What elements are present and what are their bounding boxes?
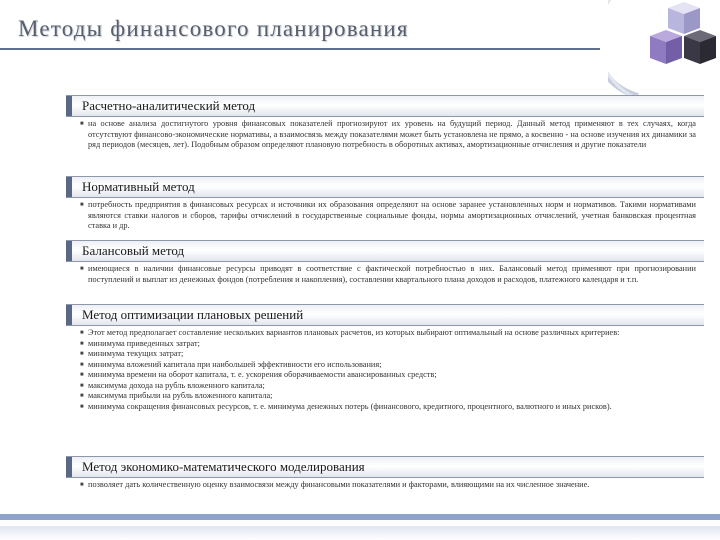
list-item: ■ имеющиеся в наличии финансовые ресурсы приводят в соответствие с фактической потребностью в них. Балансовый метод применяют при прогнозировании поступлений и выплат из денежных фондов (потребления и накопления), составлении квартального плана доходов и расходов, платежного календаря и т.п. [80, 264, 696, 285]
list-item: ■ минимума сокращения финансовых ресурсов, т. е. минимума денежных потерь (финансового, кредитного, процентного, валютного и иных рисков). [80, 402, 696, 413]
section-heading: Нормативный метод [66, 176, 704, 198]
section-body [66, 478, 704, 491]
list-item: ■ минимума времени на оборот капитала, т. е. ускорения оборачиваемости авансированных средств; [80, 370, 696, 381]
title-divider [0, 48, 600, 64]
section-heading: Балансовый метод [66, 240, 704, 262]
list-item: ■ минимума приведенных затрат; [80, 339, 696, 350]
list-item: ■ Этот метод предполагает составление нескольких вариантов плановых расчетов, из которых выбирают оптимальный на основе различных критериев: [80, 328, 696, 339]
list-item: ■ минимума текущих затрат; [80, 349, 696, 360]
section-heading: Метод оптимизации плановых решений [66, 304, 704, 326]
section-body [66, 262, 704, 285]
section-normative [66, 176, 704, 232]
section-optimization [66, 304, 704, 412]
list-item: ■ максимума дохода на рубль вложенного капитала; [80, 381, 696, 392]
list-item: ■ минимума вложений капитала при наибольшей эффективности его использования; [80, 360, 696, 371]
list-item: ■ на основе анализа достигнутого уровня финансовых показателей прогнозируют их уровень на будущий период. Данный метод применяют в тех случаях, когда отсутствуют финансово-экономические нормативы, а взаимосвязь между показателями может быть установлена не прямо, а косвенно - на основе изучения их динамики за ряд периодов (месяцев, лет). Подобным образом определяют плановую потребность в оборотных активах, амортизационные отчисления и другие показатели [80, 119, 696, 151]
section-calculation-analytical [66, 95, 704, 151]
section-body [66, 326, 704, 412]
list-item: ■ максимума прибыли на рубль вложенного капитала; [80, 391, 696, 402]
section-balance [66, 240, 704, 285]
section-economic-math-modeling [66, 456, 704, 491]
section-heading: Метод экономико-математического моделирования [66, 456, 704, 478]
footer-bar [0, 514, 720, 520]
section-body [66, 198, 704, 232]
list-item: ■ потребность предприятия в финансовых ресурсах и источники их образования определяют на основе заранее установленных норм и нормативов. Такими нормативами являются ставки налогов и сборов, тарифы отчислений в государственные социальные фонды, нормы амортизационных отчислений, учетная банковская процентная ставка и др. [80, 200, 696, 232]
page-title: Методы финансового планирования [18, 16, 409, 41]
section-heading: Расчетно-аналитический метод [66, 95, 704, 117]
list-item: ■ позволяет дать количественную оценку взаимосвязи между финансовыми показателями и факторами, влияющими на их численное значение. [80, 480, 696, 491]
cubes-logo-icon [608, 0, 720, 96]
footer-gradient [0, 526, 720, 540]
section-body [66, 117, 704, 151]
